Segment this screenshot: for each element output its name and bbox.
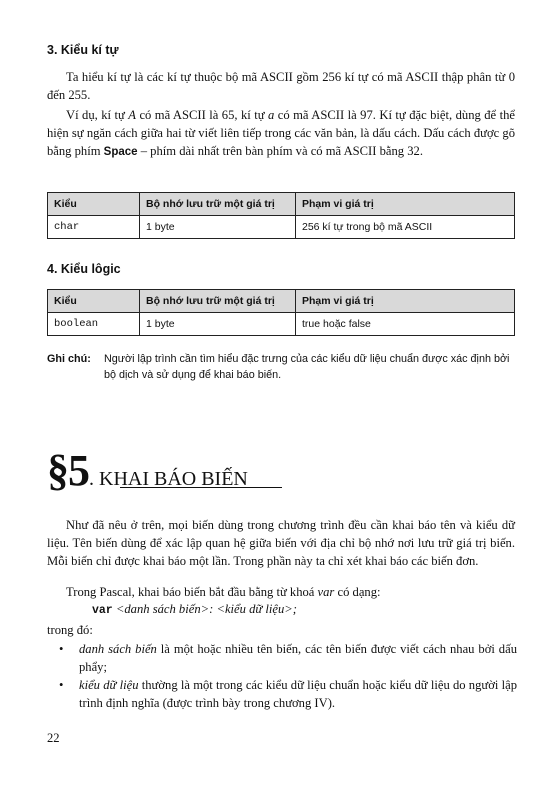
paragraph-khai-bao-intro: Như đã nêu ở trên, mọi biến dùng trong chương trình đều cần khai báo tên và kiểu dữ liệu. Tên biến dùng để xác lập quan hệ giữa biến với địa chỉ bộ nhớ nơi lưu trữ giá trị biến. Mỗi biến chỉ được khai báo một lần. Trong phần này ta chỉ xét khai báo các biến đơn. [47,518,515,568]
table-header-row [48,290,515,313]
list-item: • kiểu dữ liệu thường là một trong các kiểu dữ liệu chuẩn hoặc kiểu dữ liệu do người lập trình định nghĩa (được trình bày trong chương IV). [59,678,518,710]
cell-memory: 1 byte [140,313,296,336]
header-kieu: Kiểu [48,290,140,313]
section-title: . KHAI BÁO BIẾN [89,468,248,490]
var-declaration-syntax: var <danh sách biến>: <kiểu dữ liệu>; [92,602,297,617]
label-trong-do: trong đó: [47,623,93,637]
table-header-row [48,193,515,216]
header-pham-vi: Phạm vi giá trị [296,290,515,313]
note-label: Ghi chú: [47,353,91,365]
paragraph-ki-tu-definition: Ta hiểu kí tự là các kí tự thuộc bộ mã ASCII gồm 256 kí tự có mã ASCII thập phân từ 0 đến 255. [47,70,515,102]
cell-range: true hoặc false [296,313,515,336]
note-text: Người lập trình cần tìm hiểu đặc trưng của các kiểu dữ liệu chuẩn được xác định bởi bộ dịch và sử dụng để khai báo biến. [104,353,510,381]
heading-kieu-logic: 4. Kiểu lôgic [47,262,121,276]
section-number: §5 [47,446,89,495]
header-pham-vi: Phạm vi giá trị [296,193,515,216]
table-char-type [47,192,515,239]
cell-type: char [48,216,140,239]
section-heading [47,445,248,496]
section-title-underline [120,487,282,488]
table-row [48,313,515,336]
table-boolean-type [47,289,515,336]
header-bo-nho: Bộ nhớ lưu trữ một giá trị [140,193,296,216]
definition-list [47,640,517,712]
cell-range: 256 kí tự trong bộ mã ASCII [296,216,515,239]
page-number: 22 [47,731,60,745]
cell-memory: 1 byte [140,216,296,239]
heading-kieu-ki-tu: 3. Kiểu kí tự [47,43,119,57]
header-bo-nho: Bộ nhớ lưu trữ một giá trị [140,290,296,313]
bullet-icon: • [59,678,64,692]
header-kieu: Kiểu [48,193,140,216]
var-keyword: var [92,604,113,617]
cell-type: boolean [48,313,140,336]
list-item: • danh sách biến là một hoặc nhiều tên biến, các tên biến được viết cách nhau bởi dấu phẩy; [59,642,517,674]
table-row [48,216,515,239]
paragraph-ki-tu-example: Ví dụ, kí tự A có mã ASCII là 65, kí tự a có mã ASCII là 97. Kí tự đặc biệt, dùng để thể hiện sự ngăn cách giữa hai từ viết liên tiếp trong các văn bản, là dấu cách. Dấu cách được gõ bằng phím Space – phím dài nhất trên bàn phím và có mã ASCII bằng 32. [47,108,515,158]
space-key-label: Space [103,146,138,158]
paragraph-var-keyword: Trong Pascal, khai báo biến bắt đầu bằng từ khoá var có dạng: [66,585,381,599]
bullet-icon: • [59,642,64,656]
